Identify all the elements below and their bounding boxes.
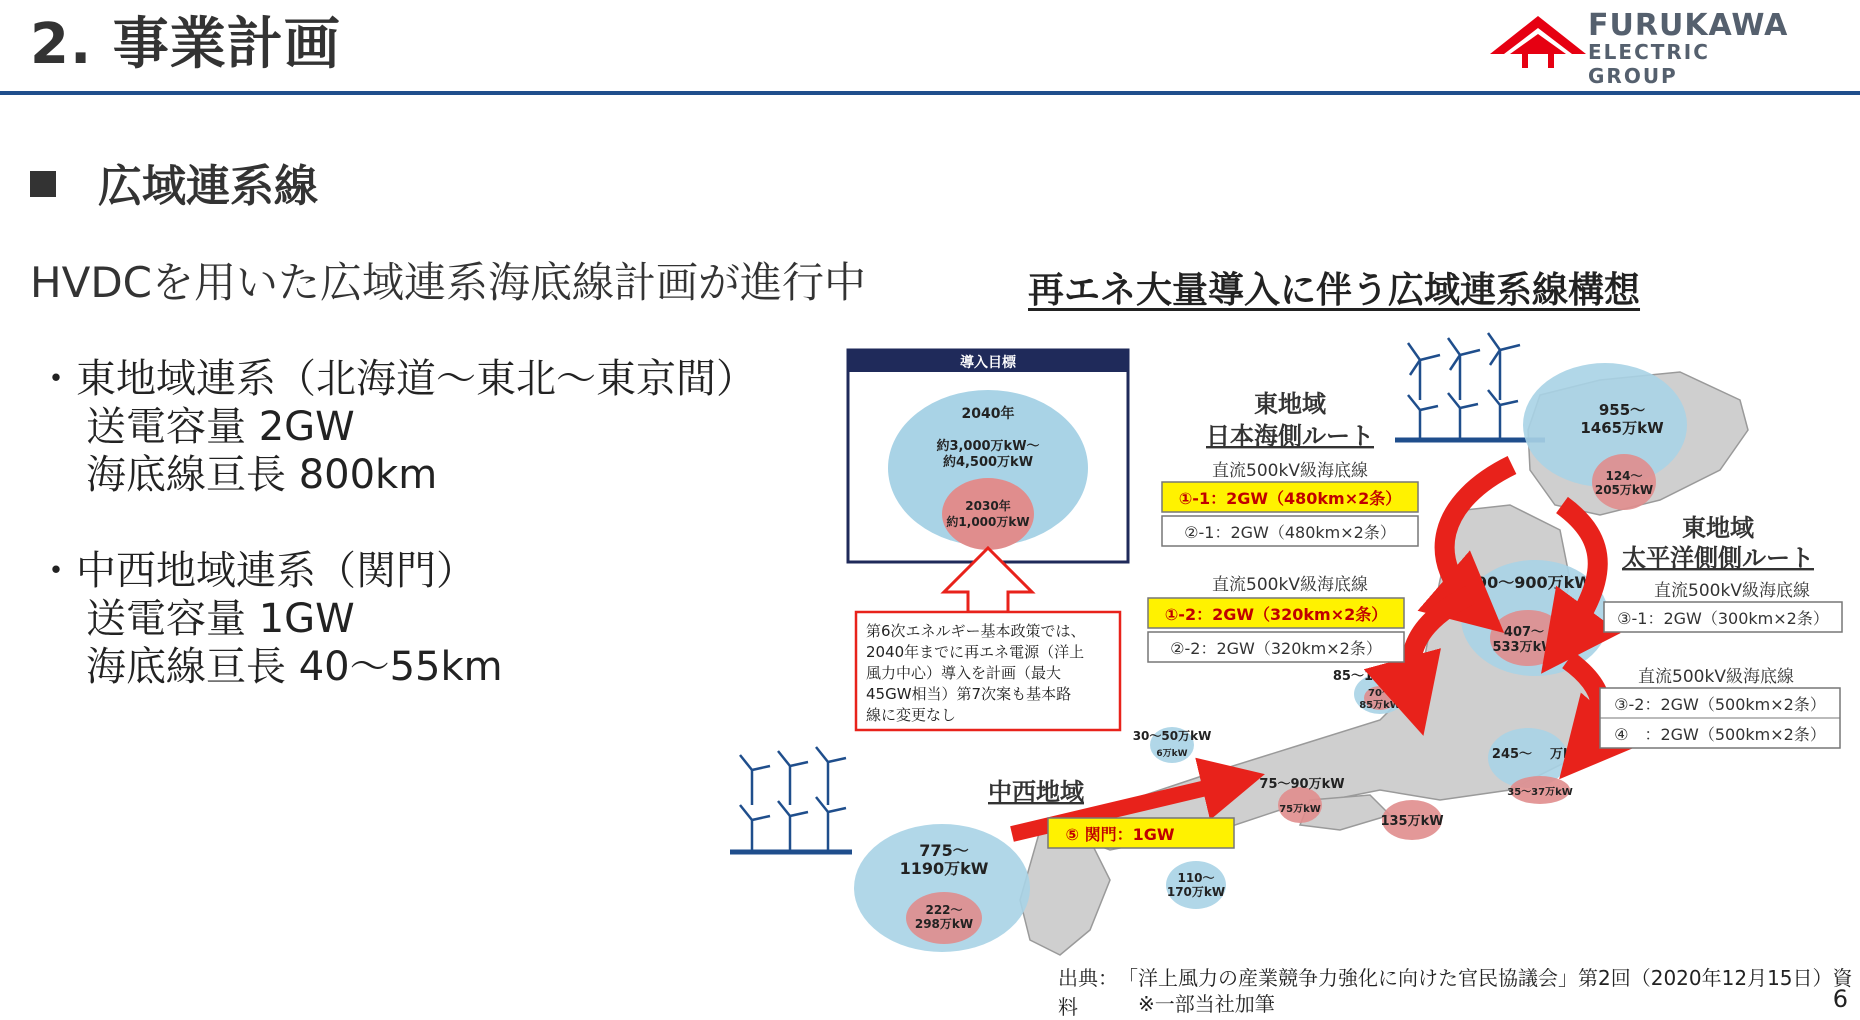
route-1-1: ①-1：2GW（480km×2条） — [1178, 489, 1402, 508]
region-hokkaido-outer2: 1465万kW — [1580, 419, 1664, 437]
region-hokkaido-outer: 955～ — [1598, 401, 1646, 419]
policy-note-line1: 第6次エネルギー基本政策では、 — [866, 622, 1086, 640]
range-2040-b: 約4,500万kW — [942, 455, 1034, 470]
region-tokai — [1380, 800, 1443, 840]
bullet-east-length: 海底線亘長 800km — [86, 452, 438, 498]
route-3-2: ③-2：2GW（500km×2条） — [1614, 695, 1826, 714]
region-kansai-inner: 75万kW — [1279, 804, 1321, 815]
company-logo — [1488, 4, 1808, 88]
wind-turbine-group-north — [1395, 333, 1545, 440]
route-east-sea-label-b: 日本海側ルート — [1206, 422, 1374, 450]
bullet-west — [36, 547, 736, 691]
figure-title: 再エネ大量導入に伴う広域連系線構想 — [1028, 270, 1641, 311]
bullet-west-capacity: 送電容量 1GW — [86, 596, 355, 642]
route-east-sea-spec1: 直流500kV級海底線 — [1212, 461, 1368, 481]
logo-line1: FURUKAWA — [1588, 8, 1789, 43]
wind-turbine-group-west — [730, 747, 852, 852]
route-2-2: ②-2：2GW（320km×2条） — [1170, 639, 1382, 658]
route-east-sea-spec2: 直流500kV級海底線 — [1212, 575, 1368, 595]
source-citation: 出典： 「洋上風力の産業競争力強化に向けた官民協議会」第2回（2020年12月15日）資料 — [1058, 966, 1853, 1019]
bullet-list — [36, 355, 756, 691]
bullet-east-capacity: 送電容量 2GW — [86, 404, 355, 450]
bullet-east — [36, 355, 756, 499]
region-shikoku-outer: 110～ — [1177, 871, 1215, 885]
page-title: 2. 事業計画 — [30, 12, 341, 77]
route-1-2: ①-2：2GW（320km×2条） — [1164, 605, 1388, 624]
policy-note — [856, 612, 1120, 730]
region-chugoku-north-outer: 30～50万kW — [1132, 729, 1212, 743]
section-heading-text: 広域連系線 — [98, 161, 318, 212]
route-east-sea-label-a: 東地域 — [1254, 390, 1326, 418]
region-hokuriku-inner2: 85万kW — [1359, 700, 1401, 711]
source-note: ※一部当社加筆 — [1138, 992, 1275, 1016]
region-kyushu-outer2: 1190万kW — [899, 859, 989, 878]
route-west-label: 中西地域 — [988, 778, 1084, 806]
header-rule — [0, 91, 1860, 95]
region-hokuriku-inner: 70～ — [1368, 688, 1392, 699]
subtitle: HVDCを用いた広域連系海底線計画が進行中 — [30, 258, 866, 307]
region-kanto-outer2: 万kW — [1550, 747, 1586, 762]
region-tokai-outer: 135万kW — [1380, 814, 1444, 829]
route-4: ④ ：2GW（500km×2条） — [1614, 725, 1826, 744]
interconnection-map — [720, 320, 1860, 970]
route-3-1: ③-1：2GW（300km×2条） — [1617, 609, 1829, 628]
region-chugoku-north-inner: 6万kW — [1156, 749, 1188, 759]
region-shikoku-outer2: 170万kW — [1166, 885, 1226, 899]
region-kansai-outer: 75～90万kW — [1259, 777, 1345, 792]
policy-note-line5: 線に変更なし — [866, 706, 957, 724]
region-hokkaido-inner2: 205万kW — [1594, 483, 1654, 497]
route-east-sea — [1148, 390, 1418, 662]
year-2030-label: 2030年 — [965, 499, 1011, 513]
year-2040-label: 2040年 — [961, 406, 1015, 422]
region-kyushu-outer: 775～ — [919, 841, 969, 860]
region-chugoku-north — [1133, 727, 1212, 763]
route-2-1: ②-1：2GW（480km×2条） — [1184, 523, 1396, 542]
route-east-pacific-label-b: 太平洋側側ルート — [1622, 544, 1814, 572]
region-tohoku-inner: 407～ — [1503, 625, 1545, 640]
region-kanto-outer: 245～ — [1491, 747, 1533, 762]
bullet-west-head: ・中西地域連系（関門） — [36, 548, 476, 594]
policy-note-line3: 風力中心）導入を計画（最大 — [866, 664, 1062, 682]
logo-line2: ELECTRIC GROUP — [1588, 40, 1710, 88]
section-heading — [30, 150, 318, 214]
logo-mark-icon — [1488, 10, 1588, 72]
region-hokuriku-outer: 85～130万kW — [1332, 669, 1428, 684]
target-box-header: 導入目標 — [960, 355, 1016, 371]
route-east-pacific-spec2: 直流500kV級海底線 — [1638, 667, 1794, 687]
route-east-pacific-label-a: 東地域 — [1682, 514, 1754, 542]
region-tohoku-outer: 90～900万kW — [1476, 573, 1592, 592]
region-tohoku-inner2: 533万kW — [1492, 640, 1556, 655]
value-2030: 約1,000万kW — [946, 515, 1030, 529]
region-hokkaido-inner: 124～ — [1605, 469, 1643, 483]
region-kyushu — [854, 824, 1030, 952]
route-east-pacific — [1600, 514, 1842, 748]
page-number: 6 — [1832, 985, 1848, 1013]
region-shikoku — [1166, 861, 1226, 909]
region-kyushu-inner2: 298万kW — [914, 917, 974, 931]
bullet-east-head: ・東地域連系（北海道～東北～東京間） — [36, 356, 756, 402]
policy-note-line2: 2040年までに再エネ電源（洋上 — [866, 643, 1085, 661]
route-5: ⑤ 関門：1GW — [1065, 825, 1175, 844]
square-bullet-icon — [30, 171, 56, 197]
route-east-pacific-spec1: 直流500kV級海底線 — [1654, 581, 1810, 601]
range-2040-a: 約3,000万kW～ — [936, 439, 1040, 454]
target-box — [848, 350, 1128, 562]
region-kanto-inner: 35～37万kW — [1507, 787, 1573, 798]
region-kyushu-inner: 222～ — [925, 903, 963, 917]
policy-note-line4: 45GW相当）第7次案も基本路 — [866, 685, 1072, 703]
bullet-west-length: 海底線亘長 40～55km — [86, 644, 503, 690]
